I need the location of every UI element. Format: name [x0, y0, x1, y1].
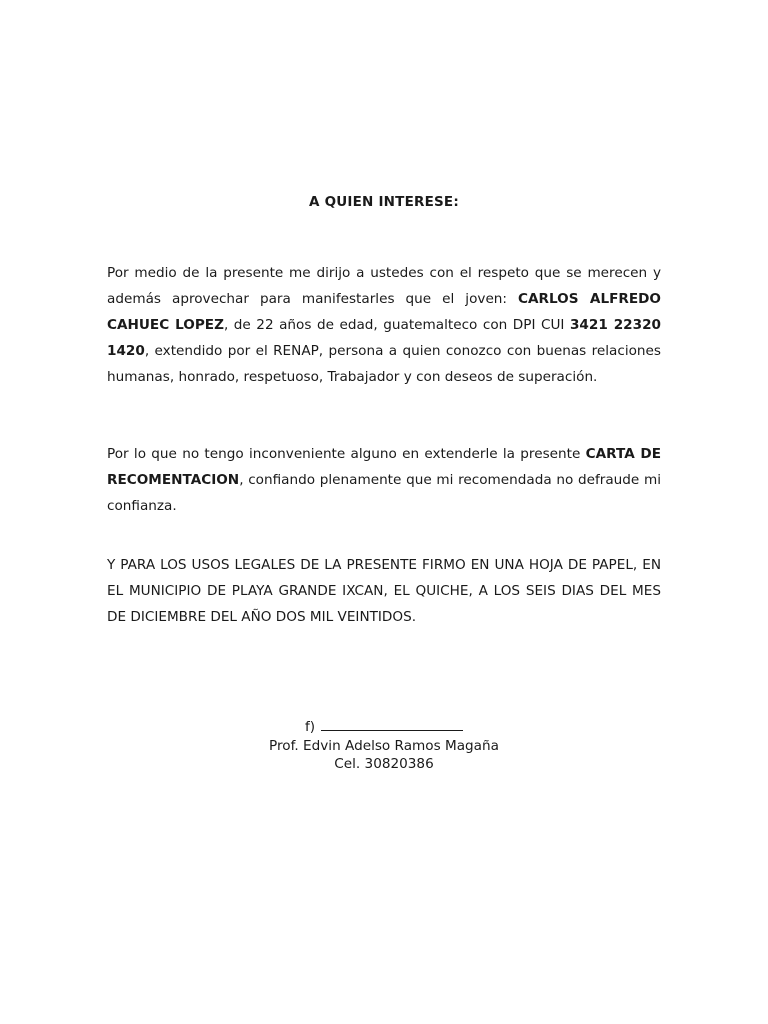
paragraph-recommendation	[107, 441, 661, 519]
signature-line-row	[0, 718, 768, 737]
signer-phone: Cel. 30820386	[334, 756, 434, 772]
paragraph-introduction	[107, 260, 661, 390]
dpi-number: 3421 22320 1420	[107, 317, 662, 359]
signature-prefix: f)	[304, 719, 316, 735]
signature-line	[321, 718, 463, 731]
intro-text-b: , de 22 años de edad, guatemalteco con DPI CUI	[223, 317, 570, 333]
intro-text-c: , extendido por el RENAP, persona a quien conozco con buenas relaciones humanas, honrado, respetuoso, Trabajador y con deseos de superación.	[107, 343, 661, 385]
paragraph-legal-closing: Y PARA LOS USOS LEGALES DE LA PRESENTE FIRMO EN UNA HOJA DE PAPEL, EN EL MUNICIPIO DE PLAYA GRANDE IXCAN, EL QUICHE, A LOS SEIS DIAS DEL MES DE DICIEMBRE DEL AÑO DOS MIL VEINTIDOS.	[107, 557, 661, 625]
intro-text-a: Por medio de la presente me dirijo a ustedes con el respeto que se merecen y además aprovechar para manifestarles que el joven:	[107, 265, 661, 307]
document-title: A QUIEN INTERESE:	[309, 194, 459, 210]
letter-type: CARTA DE RECOMENTACION	[107, 446, 661, 488]
recommendation-text-b: , confiando plenamente que mi recomendada no defraude mi confianza.	[107, 472, 661, 514]
signature-block	[0, 718, 768, 774]
recommended-person-name: CARLOS ALFREDO CAHUEC LOPEZ	[107, 291, 661, 333]
recommendation-text-a: Por lo que no tengo inconveniente alguno en extenderle la presente	[107, 446, 586, 462]
signer-name: Prof. Edvin Adelso Ramos Magaña	[269, 737, 499, 754]
